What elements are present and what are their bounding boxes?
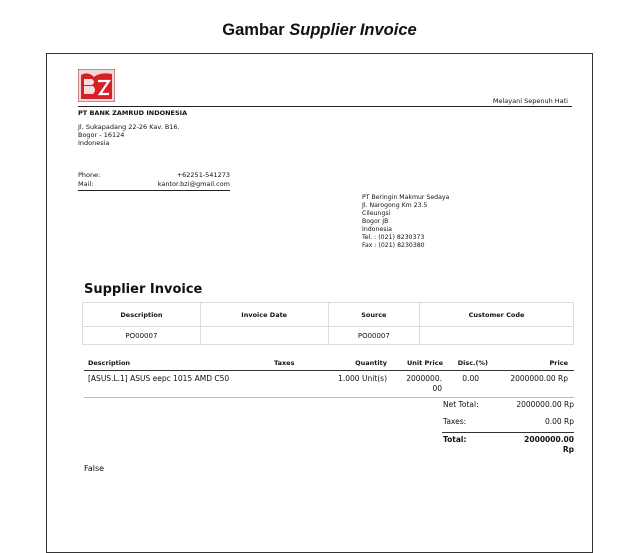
line-price: 2000000.00 Rp — [510, 374, 568, 383]
caption-italic: Supplier Invoice — [289, 21, 417, 39]
info-header-cell: Description — [83, 303, 201, 327]
invoice-title: Supplier Invoice — [84, 282, 203, 297]
grand-total-row — [442, 432, 574, 457]
info-header-cell: Customer Code — [420, 303, 574, 327]
taxes-row — [442, 415, 574, 432]
company-motto: Melayani Sepenuh Hati — [492, 97, 568, 105]
totals-block — [442, 398, 574, 457]
info-value-cell — [420, 327, 574, 345]
info-value-cell: PO00007 — [83, 327, 201, 345]
col-taxes: Taxes — [274, 359, 295, 367]
invoice-sheet — [46, 53, 593, 553]
header-divider — [78, 106, 572, 107]
net-total-label: Net Total: — [443, 400, 479, 409]
taxes-label: Taxes: — [443, 417, 467, 426]
line-unit-price: 2000000. — [406, 374, 442, 383]
net-total-row — [442, 398, 574, 415]
partner-line: Jl. Narogong Km 23.5 — [362, 202, 428, 209]
partner-line: Tel. : (021) 8230373 — [362, 234, 425, 241]
address-line: Jl. Sukapadang 22-26 Kav. B16. — [78, 123, 180, 131]
figure-caption — [0, 21, 639, 40]
company-address — [78, 123, 180, 147]
invoice-note: False — [84, 464, 105, 473]
info-value-row — [83, 327, 574, 345]
lines-header — [84, 357, 574, 371]
partner-line: Cileungsi — [362, 210, 391, 217]
invoice-info-table — [82, 302, 574, 345]
contact-divider — [78, 190, 230, 191]
col-price: Price — [549, 359, 568, 367]
line-description: [ASUS.L.1] ASUS eepc 1015 AMD C50 — [88, 374, 230, 383]
caption-prefix: Gambar — [222, 21, 285, 39]
partner-line: Fax : (021) 8230380 — [362, 242, 425, 249]
partner-line: Bogor JB — [362, 218, 389, 225]
company-name: PT BANK ZAMRUD INDONESIA — [78, 109, 188, 117]
info-value-cell: PO00007 — [328, 327, 420, 345]
col-description: Description — [88, 359, 131, 367]
mail-value: kantor.bzi@gmail.com — [157, 180, 230, 188]
grand-total-label: Total: — [443, 435, 467, 444]
partner-address — [362, 194, 449, 250]
address-line: Indonesia — [78, 139, 110, 147]
info-value-cell — [200, 327, 328, 345]
logo-icon — [78, 69, 115, 102]
col-disc: Disc.(%) — [457, 359, 488, 367]
mail-label: Mail: — [78, 180, 94, 188]
grand-total-currency: Rp — [562, 445, 574, 454]
phone-value: +62251-541273 — [176, 171, 230, 179]
col-unit-price: Unit Price — [407, 359, 443, 367]
phone-label: Phone: — [78, 171, 101, 179]
info-header-cell: Source — [328, 303, 420, 327]
address-line: Bogor - 16124 — [78, 131, 125, 139]
taxes-value: 0.00 Rp — [544, 417, 574, 426]
line-disc: 0.00 — [462, 374, 479, 383]
partner-line: PT Beringin Makmur Sedaya — [362, 194, 450, 201]
company-logo — [78, 69, 115, 102]
col-quantity: Quantity — [355, 359, 387, 367]
line-unit-price-cont: 00 — [432, 384, 442, 393]
grand-total-value: 2000000.00 — [524, 435, 574, 444]
table-row — [84, 373, 574, 397]
info-header-cell: Invoice Date — [200, 303, 328, 327]
line-quantity: 1.000 Unit(s) — [338, 374, 387, 383]
partner-line: Indonesia — [362, 226, 392, 233]
net-total-value: 2000000.00 Rp — [516, 400, 574, 409]
company-contact — [78, 171, 230, 189]
info-header-row — [83, 303, 574, 327]
